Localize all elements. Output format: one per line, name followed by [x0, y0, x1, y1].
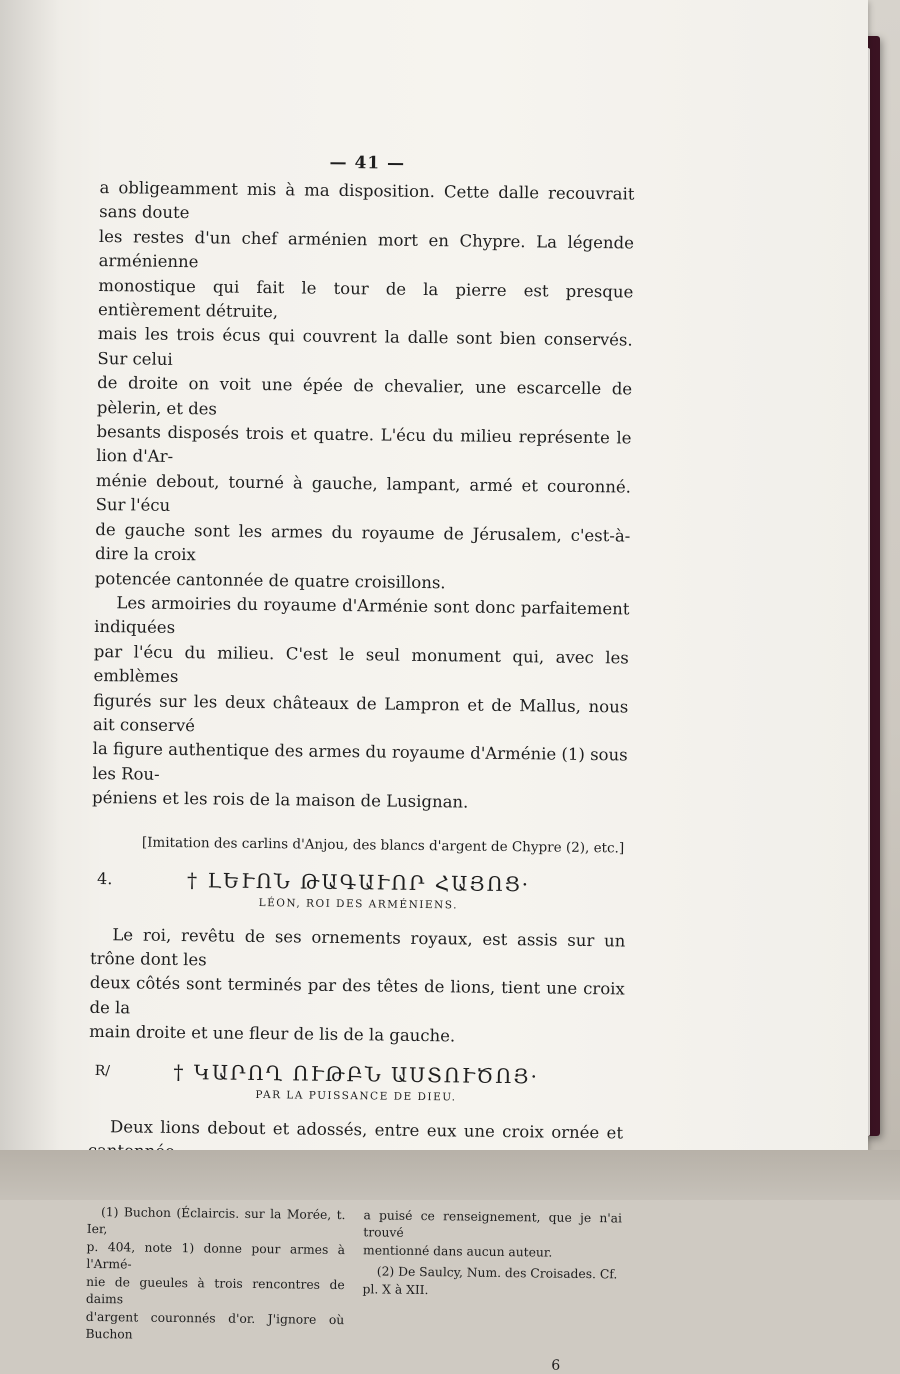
text-line: les restes d'un chef arménien mort en Chypre. La légende arménienne: [98, 226, 635, 272]
text-line: p. 404, note 1) donne pour armes à l'Armé-: [86, 1239, 346, 1272]
text-line: potencée cantonnée de quatre croisillons.: [94, 568, 446, 592]
obverse-description: [89, 923, 625, 1052]
armenian-legend-obverse: † ԼԵՒՈՆ ԹԱԳԱՒՈՐ ՀԱՅՈՑ·: [186, 867, 531, 896]
paragraph-1: [95, 176, 635, 597]
text-line: ménie debout, tourné à gauche, lampant, armé et couronné. Sur l'écu: [95, 470, 632, 516]
text-line: (1) Buchon (Éclaircis. sur la Morée, t. Ier,: [86, 1204, 346, 1237]
armenian-legend-reverse: † ԿԱՐՈՂ ՈՒԹԲՆ ԱՍՏՈՒԾՈՅ·: [173, 1059, 540, 1089]
text-line: nie de gueules à trois rencontres de daims: [85, 1274, 345, 1307]
footnote-2: [362, 1264, 621, 1302]
text-line: de gauche sont les armes du royaume de Jérusalem, c'est-à-dire la croix: [94, 519, 631, 565]
obverse-translation: LÉON, ROI DES ARMÉNIENS.: [258, 896, 459, 911]
footnote-1-continued: [363, 1207, 622, 1263]
obverse-entry: [91, 867, 626, 900]
footnote-1: [85, 1204, 345, 1347]
text-line: Le roi, revêtu de ses ornements royaux, est assis sur un trône dont les: [90, 924, 626, 970]
table-edge: [0, 1150, 900, 1200]
text-line: Les armoiries du royaume d'Arménie sont donc parfaitement indiquées: [94, 593, 630, 638]
text-line: a puisé ce renseignement, que je n'ai trouvé: [363, 1208, 623, 1241]
footnotes: [85, 1204, 622, 1355]
text-line: la figure authentique des armes du royaume d'Arménie (1) sous les Rou-: [92, 739, 628, 784]
sheet-signature: 6: [551, 1357, 561, 1374]
text-line: d'argent couronnés d'or. J'ignore où Buchon: [85, 1309, 345, 1342]
text-line: pl. X à XII.: [362, 1282, 429, 1297]
reverse-entry: [89, 1059, 624, 1092]
footnote-column-right: [362, 1207, 622, 1354]
text-line: deux côtés sont terminés par des têtes de lions, tient une croix de la: [89, 973, 625, 1018]
text-line: (2) De Saulcy, Num. des Croisades. Cf.: [376, 1264, 618, 1282]
reverse-mark: R/: [94, 1062, 111, 1079]
text-line: par l'écu du milieu. C'est le seul monument qui, avec les emblèmes: [93, 641, 629, 687]
text-line: Deux lions debout et adossés, entre eux une croix ornée et: [109, 1116, 624, 1143]
text-line: mais les trois écus qui couvrent la dalle sont bien conservés. Sur celui: [97, 324, 633, 369]
paragraph-2: [92, 591, 630, 817]
footnote-column-left: [85, 1204, 345, 1351]
text-line: monostique qui fait le tour de la pierre est presque entièrement détruite,: [97, 275, 634, 322]
text-line: mentionné dans aucun auteur.: [362, 1243, 553, 1260]
text-line: a obligeamment mis à ma disposition. Cette dalle recouvrait sans doute: [99, 177, 635, 223]
text-line: besants disposés trois et quatre. L'écu du milieu représente le lion d'Ar-: [96, 422, 632, 467]
imitation-caption: [Imitation des carlins d'Anjou, des blancs d'argent de Chypre (2), etc.]: [141, 834, 625, 857]
page-number: — 41 —: [329, 152, 406, 174]
text-line: figurés sur les deux châteaux de Lampron et de Mallus, nous ait conservé: [92, 690, 629, 736]
spine-shadow: [0, 0, 60, 1150]
text-line: péniens et les rois de la maison de Lusignan.: [91, 788, 469, 812]
reverse-translation: PAR LA PUISSANCE DE DIEU.: [255, 1088, 457, 1104]
text-line: de droite on voit une épée de chevalier, une escarcelle de pèlerin, et des: [96, 373, 633, 419]
text-line: main droite et une fleur de lis de la gauche.: [89, 1022, 456, 1046]
entry-number: 4.: [96, 868, 113, 888]
